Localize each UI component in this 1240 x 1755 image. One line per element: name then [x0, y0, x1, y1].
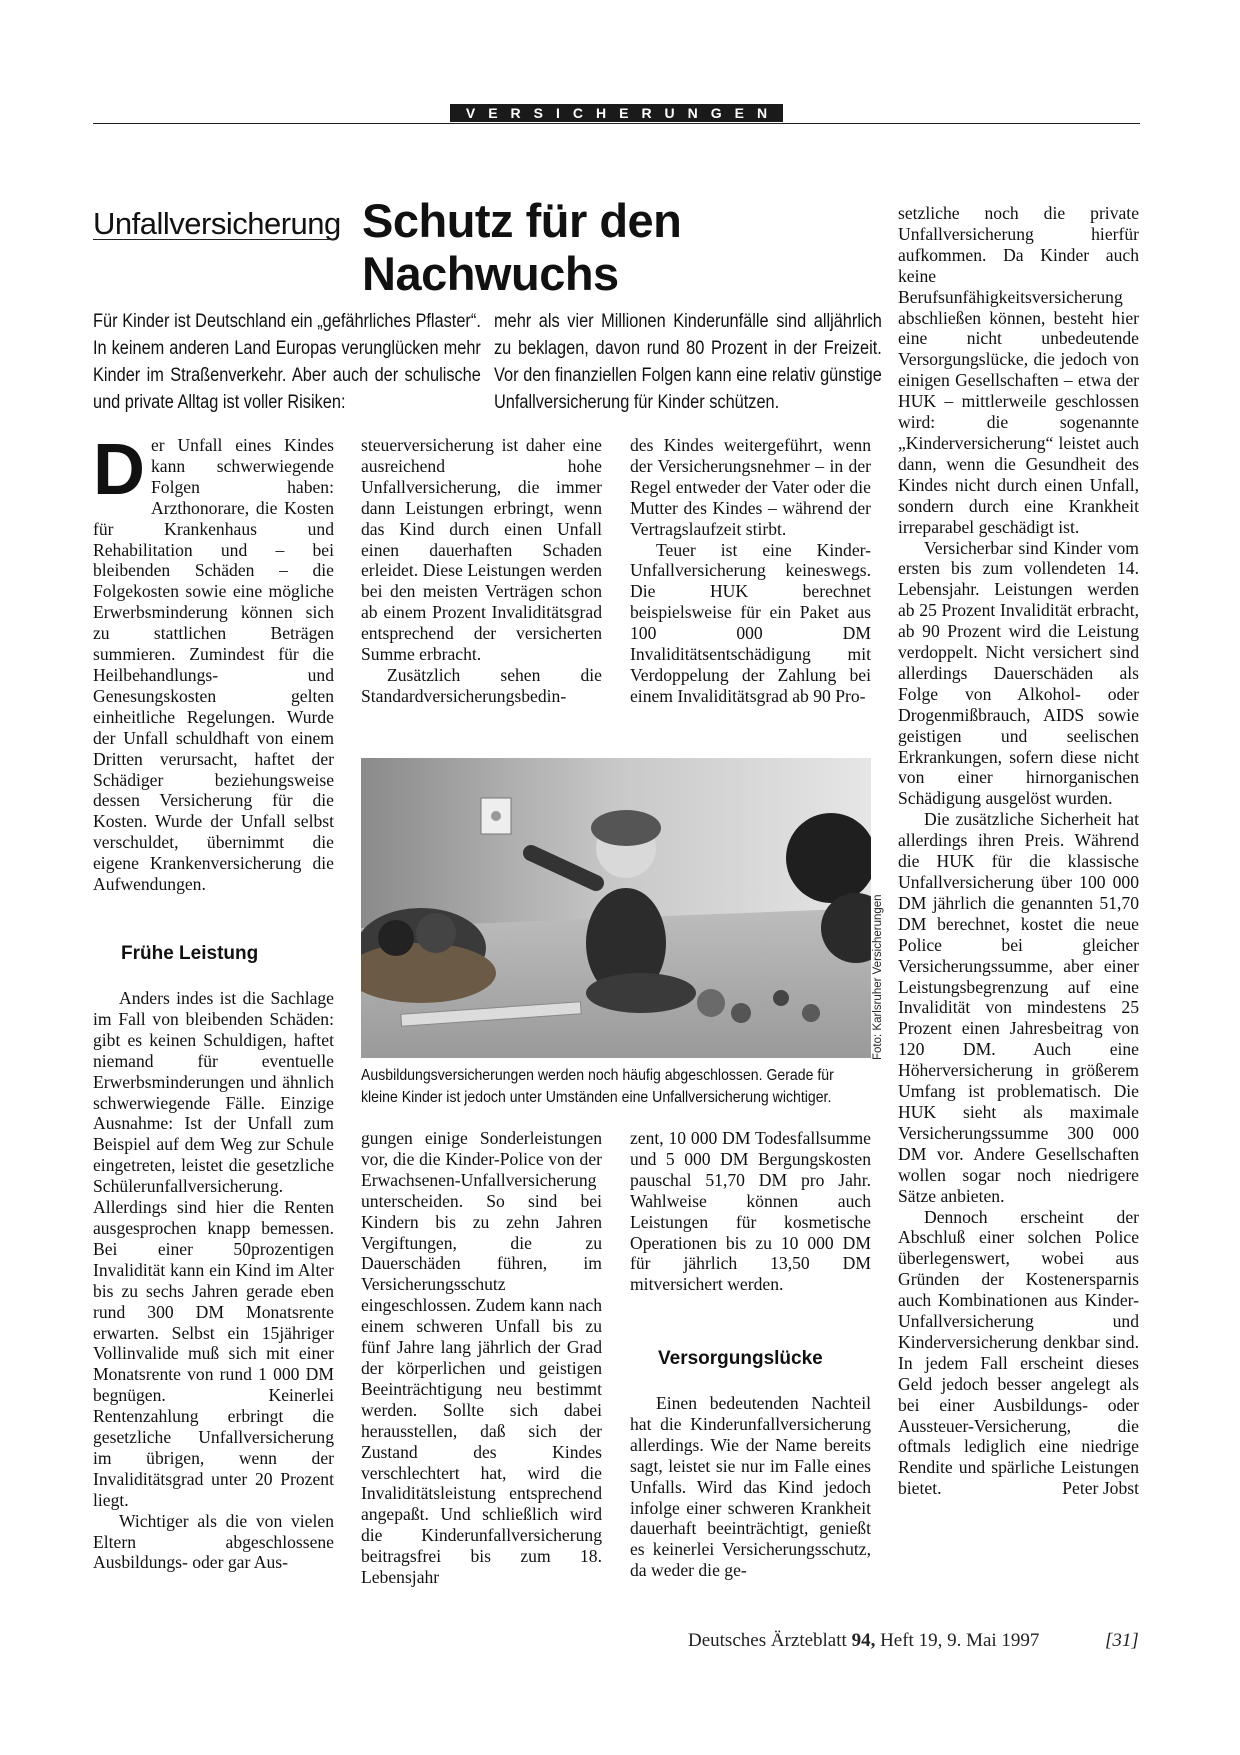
photo-caption: Ausbildungsversicherungen werden noch häufig abgeschlossen. Gerade für kleine Kinder ist jedoch unter Umständen eine Unfallversicherung wichtiger.: [361, 1067, 834, 1106]
column-2-top: [361, 435, 602, 707]
lead-left: Für Kinder ist Deutschland ein „gefährliches Pflaster“. In keinem anderen Land Europas verunglücken mehr Kinder im Straßenverkehr. Aber auch der schulische und private Alltag ist voller Risiken:: [93, 311, 481, 413]
column-2-bottom: [361, 1128, 602, 1588]
journal-name: Deutsches Ärzteblatt: [688, 1630, 847, 1651]
article-kicker: Unfallversicherung: [93, 206, 341, 241]
paragraph: Einen bedeutenden Nachteil hat die Kinderunfallversicherung allerdings. Wie der Name bereits sagt, leistet sie nur im Falle eines Unfalls. Wird das Kind jedoch infolge einer schweren Krankheit dauerhaft beeinträchtigt, genießt es keinerlei Versicherungsschutz, da weder die ge-: [630, 1393, 871, 1581]
drop-cap: D: [93, 430, 145, 510]
paragraph: Wichtiger als die von vielen Eltern abgeschlossene Ausbildungs- oder gar Aus-: [93, 1510, 334, 1573]
paragraph: Zusätzlich sehen die Standardversicherungsbedin-: [361, 664, 602, 706]
paragraph: setzliche noch die private Unfallversicherung hierfür aufkommen. Da Kinder auch keine Berufsunfähigkeitsversicherung abschließen können, besteht hier eine nicht unbedeutende Versorgungslücke, die jedoch von einigen Gesellschaften – etwa der HUK – mittlerweile geschlossen wird: die sogenannte „Kinderversicherung“ leistet auch dann, wenn die Gesundheit des Kindes nicht durch einen Unfall, sondern durch eine Krankheit irreparabel geschädigt ist.: [898, 203, 1139, 537]
column-3-bottom-continued: [630, 1393, 871, 1581]
paragraph: Versicherbar sind Kinder vom ersten bis zum vollendeten 14. Lebensjahr. Leistungen werden ab 25 Prozent Invalidität erbracht, ab 90 Prozent wird die Leistung verdoppelt. Nicht versichert sind allerdings Dauerschäden als Folge von Alkohol- oder Drogenmißbrauch, AIDS sowie geistigen und seelischen Erkrankungen, sofern diese nicht von einer hirnorganischen Schädigung ausgelöst wurden.: [898, 537, 1139, 809]
subhead-versorgungsluecke: Versorgungslücke: [658, 1348, 823, 1369]
paragraph-text: Dennoch erscheint der Abschluß einer solchen Police überlegenswert, wobei aus Gründen der Kostenersparnis auch Kombinationen aus Kinder-Unfallversicherung und Kinderversicherung denkbar sind. In jedem Fall erscheint dieses Geld jedoch besser angelegt als bei einer Ausbildungs- oder Aussteuer-Versicherung, die oftmals lediglich eine niedrige Rendite und spärliche Leistungen bietet.: [898, 1206, 1139, 1499]
paragraph: steuerversicherung ist daher eine ausreichend hohe Unfallversicherung, die immer dann Leistungen erbringt, wenn das Kind durch einen Unfall einen dauerhaften Schaden erleidet. Diese Leistungen werden bei den meisten Verträgen schon ab einem Prozent Invaliditätsgrad entsprechend der versicherten Summe erbracht.: [361, 435, 602, 665]
footer-citation: [688, 1630, 1039, 1652]
column-3-bottom: [630, 1128, 871, 1295]
paragraph: zent, 10 000 DM Todesfallsumme und 5 000 DM Bergungskosten pauschal 51,70 DM pro Jahr. Wahlweise können auch Leistungen für kosmetische Operationen bis zu 10 000 DM für jährlich 13,50 DM mitversichert werden.: [630, 1128, 871, 1295]
photo-credit: Foto: Karlsruher Versicherungen: [872, 894, 884, 1060]
lead-right: mehr als vier Millionen Kinderunfälle sind alljährlich zu beklagen, davon rund 80 Prozent in der Freizeit. Vor den finanziellen Folgen kann eine relativ günstige Unfallversicherung für Kinder schützen.: [494, 311, 882, 413]
page-number: [31]: [1105, 1630, 1139, 1651]
subhead-fruehe-leistung: Frühe Leistung: [121, 943, 259, 964]
paragraph: des Kindes weitergeführt, wenn der Versicherungsnehmer – in der Regel entweder der Vater oder die Mutter des Kindes – während der Vertragslaufzeit stirbt.: [630, 435, 871, 539]
article-title: Schutz für den Nachwuchs: [362, 194, 682, 300]
article-photo: [361, 758, 871, 1058]
paragraph: [898, 1207, 1139, 1500]
paragraph: Anders indes ist die Sachlage im Fall von bleibenden Schäden: gibt es keinen Schuldigen, haftet niemand für eventuelle Erwerbsminderungen und ähnlich schwerwiegende Fälle. Einzige Ausnahme: Ist der Unfall zum Beispiel auf dem Weg zur Schule eingetreten, leistet die gesetzliche Schülerunfallversicherung. Allerdings sind hier die Renten ausgesprochen knapp bemessen. Bei einer 50prozentigen Invalidität kann ein Kind im Alter bis zu sechs Jahren gerade eben rund 300 DM Monatsrente erwarten. Selbst ein 15jähriger Vollinvalide muß sich mit einer Monatsrente von rund 1 000 DM begnügen. Keinerlei Rentenzahlung erbringt die gesetzliche Unfallversicherung im übrigen, wenn der Invaliditätsgrad unter 20 Prozent liegt.: [93, 988, 334, 1510]
author-name: Peter Jobst: [1062, 1478, 1139, 1499]
kicker-underline: [93, 239, 336, 240]
child-playing-illustration: [361, 758, 871, 1058]
paragraph: Teuer ist eine Kinder-Unfallversicherung keineswegs. Die HUK berechnet beispielsweise für ein Paket aus 100 000 DM Invaliditätsentschädigung mit Verdoppelung der Zahlung bei einem Invaliditätsgrad ab 90 Pro-: [630, 539, 871, 706]
paragraph: gungen einige Sonderleistungen vor, die die Kinder-Police von der Erwachsenen-Unfallversicherung unterscheiden. So sind bei Kindern bis zu zehn Jahren Vergiftungen, die zu Dauerschäden führen, im Versicherungsschutz eingeschlossen. Zudem kann nach einem schweren Unfall bis zu fünf Jahre lang jährlich der Grad der körperlichen und geistigen Beeinträchtigung neu bestimmt werden. Sollte sich dabei herausstellen, daß sich der Zustand des Kindes verschlechtert hat, wird die Invaliditätsleistung entsprechend angepaßt. Und schließlich wird die Kinderunfallversicherung beitragsfrei bis zum 18. Lebensjahr: [361, 1128, 602, 1588]
section-banner: VERSICHERUNGEN: [450, 104, 783, 122]
column-1-bottom: [93, 988, 334, 1573]
paragraph: Die zusätzliche Sicherheit hat allerdings ihren Preis. Während die HUK für die klassische Unfallversicherung über 100 000 DM jährlich die genannten 51,70 DM berechnet, kostet die neue Police bei gleicher Versicherungssumme, aber einer Leistungsbegrenzung auf eine Invalidität von mindestens 25 Prozent einen Jahresbeitrag von 120 DM. Auch eine Höherversicherung in größerem Umfang ist problematisch. Die HUK sieht als maximale Versicherungssumme 300 000 DM vor. Andere Gesellschaften wollen sogar noch niedrigere Sätze anbieten.: [898, 809, 1139, 1206]
journal-volume: 94,: [851, 1630, 876, 1651]
journal-issue: Heft 19, 9. Mai 1997: [880, 1630, 1040, 1651]
column-3-top: [630, 435, 871, 707]
column-4: [898, 203, 1139, 1499]
column-1-top: [93, 430, 334, 895]
paragraph: er Unfall eines Kindes kann schwerwiegende Folgen haben: Arzthonorare, die Kosten für Krankenhaus und Rehabilitation und – bei bleibenden Schäden – die Folgekosten sowie eine mögliche Erwerbsminderung können sich zu stattlichen Beträgen summieren. Zumindest für die Heilbehandlungs- und Genesungskosten gelten einheitliche Regelungen. Wurde der Unfall schuldhaft von einem Dritten verursacht, haftet der Schädiger beziehungsweise dessen Versicherung für die Kosten. Wurde der Unfall selbst verschuldet, übernimmt die eigene Krankenversicherung die Aufwendungen.: [93, 435, 334, 895]
header-rule: [93, 123, 1140, 124]
